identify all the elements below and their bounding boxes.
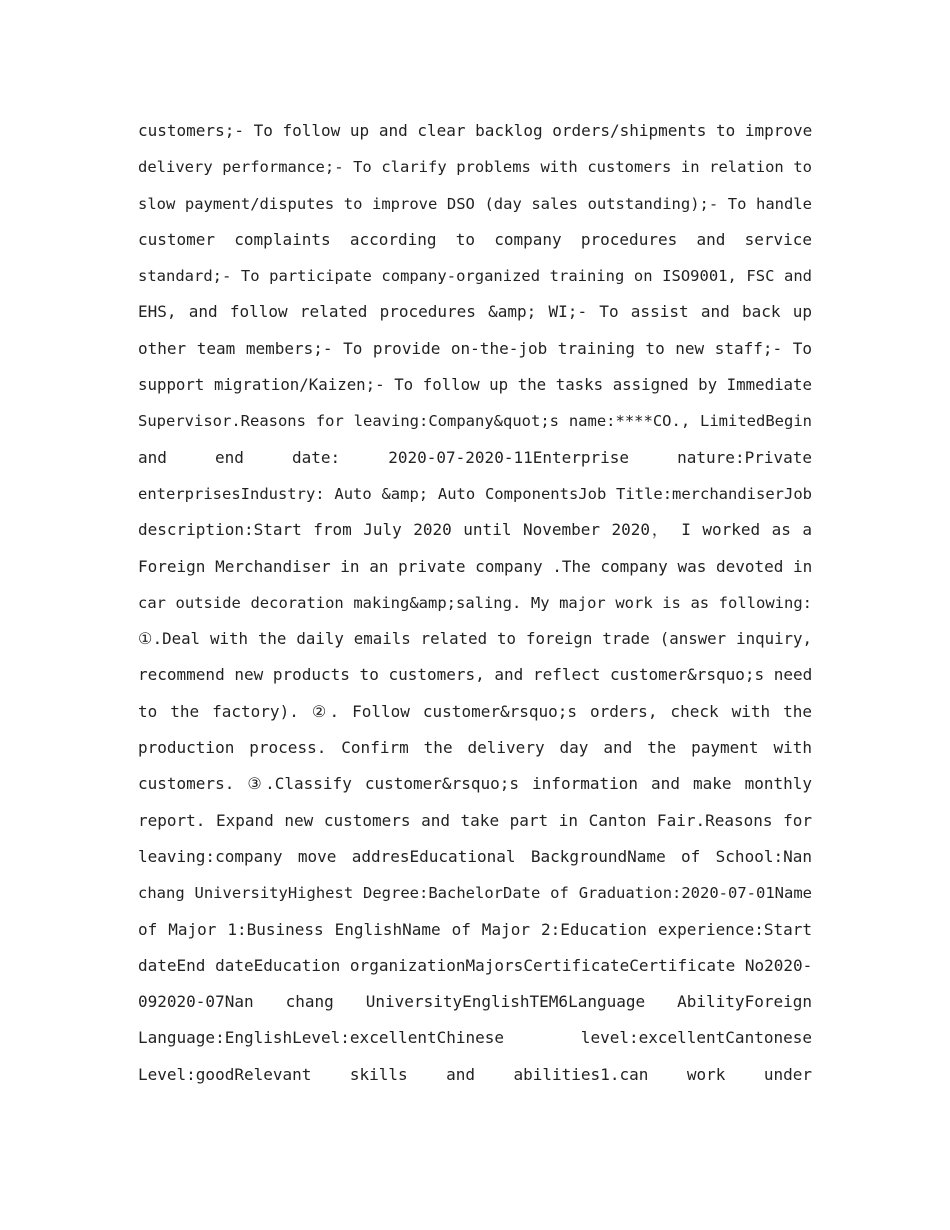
text-line: other team members;- To provide on-the-job training to new staff;- To [138,338,812,358]
text-line: to the factory). ②. Follow customer&rsquo;s orders, check with the [138,701,812,721]
text-line: enterprisesIndustry: Auto &amp; Auto ComponentsJob Title:merchandiserJob [138,484,812,503]
text-line: leaving:company move addresEducational BackgroundName of School:Nan [138,846,812,866]
text-line: EHS, and follow related procedures &amp; WI;- To assist and back up [138,302,812,322]
text-line: support migration/Kaizen;- To follow up the tasks assigned by Immediate [138,375,812,395]
text-line: production process. Confirm the delivery day and the payment with [138,738,812,758]
text-line: customers;- To follow up and clear backlog orders/shipments to improve [138,121,812,140]
text-line: Supervisor.Reasons for leaving:Company&quot;s name:****CO., LimitedBegin [138,412,812,431]
text-line: customers. ③.Classify customer&rsquo;s information and make monthly [138,774,812,794]
text-line: slow payment/disputes to improve DSO (day sales outstanding);- To handle [138,194,812,213]
text-line: ①.Deal with the daily emails related to foreign trade (answer inquiry, [138,629,812,649]
text-line: chang UniversityHighest Degree:BachelorDate of Graduation:2020-07-01Name [138,884,812,903]
text-line: of Major 1:Business EnglishName of Major 2:Education experience:Start [138,919,812,939]
text-line: Foreign Merchandiser in an private company .The company was devoted in [138,556,812,576]
text-line: Language:EnglishLevel:excellentChinese level:excellentCantonese [138,1028,812,1048]
text-line: report. Expand new customers and take part in Canton Fair.Reasons for [138,810,812,830]
text-line: Level:goodRelevant skills and abilities1.can work under [138,1064,812,1084]
text-line: recommend new products to customers, and reflect customer&rsquo;s need [138,665,812,685]
text-line: description:Start from July 2020 until November 2020， I worked as a [138,520,812,540]
text-line: car outside decoration making&amp;saling. My major work is as following: [138,593,812,612]
text-line: and end date: 2020-07-2020-11Enterprise nature:Private [138,447,812,467]
text-line: delivery performance;- To clarify problems with customers in relation to [138,158,812,177]
text-line: standard;- To participate company-organized training on ISO9001, FSC and [138,267,812,286]
text-line: customer complaints according to company procedures and service [138,229,812,249]
text-line: dateEnd dateEducation organizationMajorsCertificateCertificate No2020- [138,955,812,975]
resume-body-text [138,113,812,1093]
text-line: 092020-07Nan chang UniversityEnglishTEM6Language AbilityForeign [138,992,812,1012]
